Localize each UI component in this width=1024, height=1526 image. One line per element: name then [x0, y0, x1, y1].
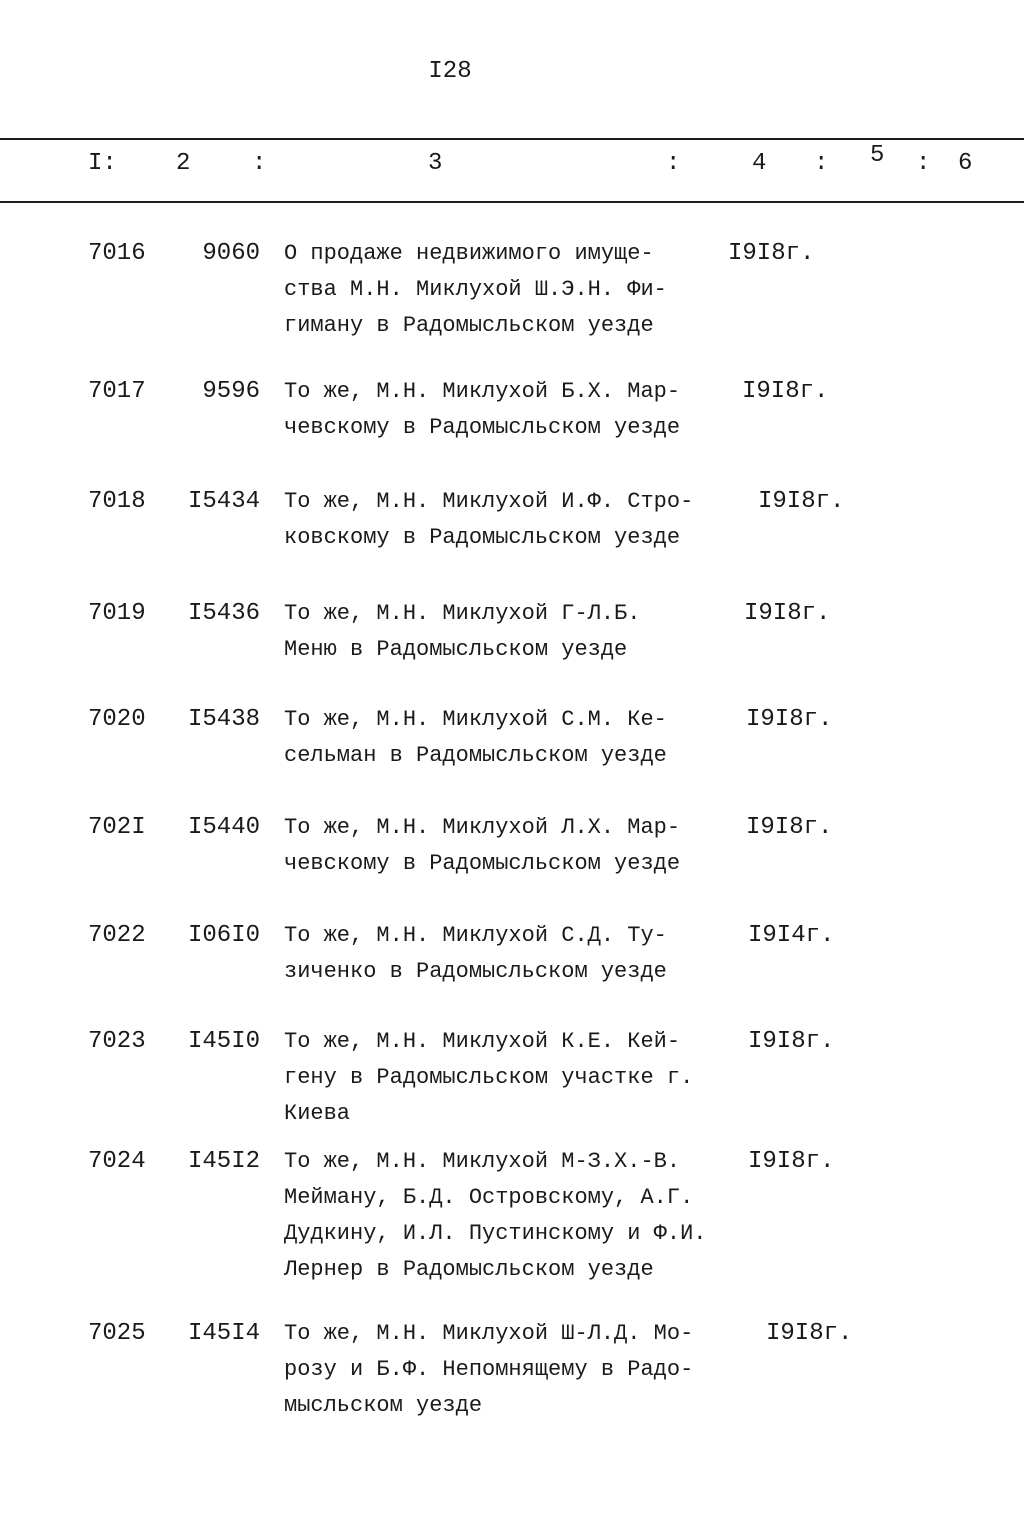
column-separator: : [252, 150, 267, 177]
entry-number: 7017 [88, 378, 146, 405]
column-header-3: 3 [428, 150, 443, 177]
entry-title-line: То же, М.Н. Миклухой Б.Х. Мар- [284, 379, 681, 404]
column-separator: : [666, 150, 681, 177]
entry-title-line: гену в Радомысльском участке г. [284, 1065, 694, 1090]
column-header-2: 2 [176, 150, 191, 177]
page-number: I28 [428, 58, 472, 85]
entry-title-line: О продаже недвижимого имуще- [284, 241, 654, 266]
entry-code: 9060 [202, 240, 260, 267]
entry-title-line: мысльском уезде [284, 1393, 483, 1418]
entry-year: I9I8г. [742, 378, 829, 405]
entry-number: 7019 [88, 600, 146, 627]
entry-title-line: То же, М.Н. Миклухой М-З.Х.-В. [284, 1149, 681, 1174]
entry-title [284, 702, 744, 774]
entry-title-line: ства М.Н. Миклухой Ш.Э.Н. Фи- [284, 277, 667, 302]
entry-title-line: То же, М.Н. Миклухой Г-Л.Б. [284, 601, 641, 626]
column-separator: : [814, 150, 829, 177]
entry-code: I5434 [187, 488, 260, 515]
entry-number: 7025 [88, 1320, 146, 1347]
entry-year: I9I8г. [748, 1028, 835, 1055]
entry-title [284, 1144, 744, 1288]
entry-title-line: Киева [284, 1101, 351, 1126]
entry-code: 9596 [202, 378, 260, 405]
entry-year: I9I8г. [744, 600, 831, 627]
entry-title-line: зиченко в Радомысльском уезде [284, 959, 667, 984]
entry-title-line: Лернер в Радомысльском уезде [284, 1257, 654, 1282]
entry-year: I9I8г. [746, 706, 833, 733]
entry-title [284, 596, 744, 668]
entry-number: 7023 [88, 1028, 146, 1055]
entry-title-line: чевскому в Радомысльском уезде [284, 415, 681, 440]
entry-title-line: гиману в Радомысльском уезде [284, 313, 654, 338]
entry-year: I9I4г. [748, 922, 835, 949]
entry-title-line: сельман в Радомысльском уезде [284, 743, 667, 768]
entry-year: I9I8г. [758, 488, 845, 515]
entry-code: I5436 [187, 600, 260, 627]
entry-title [284, 374, 744, 446]
entry-title [284, 1316, 744, 1424]
column-header-4: 4 [752, 150, 767, 177]
entry-title-line: Мейману, Б.Д. Островскому, А.Г. [284, 1185, 694, 1210]
column-header-1: I: [88, 150, 117, 177]
entry-number: 7020 [88, 706, 146, 733]
column-header-5: 5 [870, 142, 885, 169]
entry-title-line: ковскому в Радомысльском уезде [284, 525, 681, 550]
entry-number: 7024 [88, 1148, 146, 1175]
column-header-6: 6 [958, 150, 973, 177]
entry-code: I45I2 [187, 1148, 260, 1175]
entry-number: 7022 [88, 922, 146, 949]
entry-title-line: То же, М.Н. Миклухой С.Д. Ту- [284, 923, 667, 948]
entry-number: 702I [88, 814, 146, 841]
entry-number: 7016 [88, 240, 146, 267]
entry-number: 7018 [88, 488, 146, 515]
entry-title-line: То же, М.Н. Миклухой К.Е. Кей- [284, 1029, 681, 1054]
entry-year: I9I8г. [766, 1320, 853, 1347]
entry-title-line: Меню в Радомысльском уезде [284, 637, 628, 662]
entry-year: I9I8г. [748, 1148, 835, 1175]
entry-title [284, 484, 744, 556]
entry-title-line: То же, М.Н. Миклухой Л.Х. Мар- [284, 815, 681, 840]
entry-code: I45I0 [187, 1028, 260, 1055]
entry-code: I5438 [187, 706, 260, 733]
entry-title [284, 810, 744, 882]
entry-title-line: То же, М.Н. Миклухой С.М. Ке- [284, 707, 667, 732]
entry-title [284, 918, 744, 990]
entry-code: I06I0 [187, 922, 260, 949]
entry-year: I9I8г. [728, 240, 815, 267]
column-separator: : [916, 150, 931, 177]
entry-title-line: чевскому в Радомысльском уезде [284, 851, 681, 876]
entry-code: I45I4 [187, 1320, 260, 1347]
entry-year: I9I8г. [746, 814, 833, 841]
entry-code: I5440 [187, 814, 260, 841]
entry-title-line: То же, М.Н. Миклухой Ш-Л.Д. Мо- [284, 1321, 694, 1346]
entry-title [284, 236, 744, 344]
entry-title-line: Дудкину, И.Л. Пустинскому и Ф.И. [284, 1221, 707, 1246]
entry-title [284, 1024, 744, 1132]
entry-title-line: розу и Б.Ф. Непомнящему в Радо- [284, 1357, 694, 1382]
entry-title-line: То же, М.Н. Миклухой И.Ф. Стро- [284, 489, 694, 514]
